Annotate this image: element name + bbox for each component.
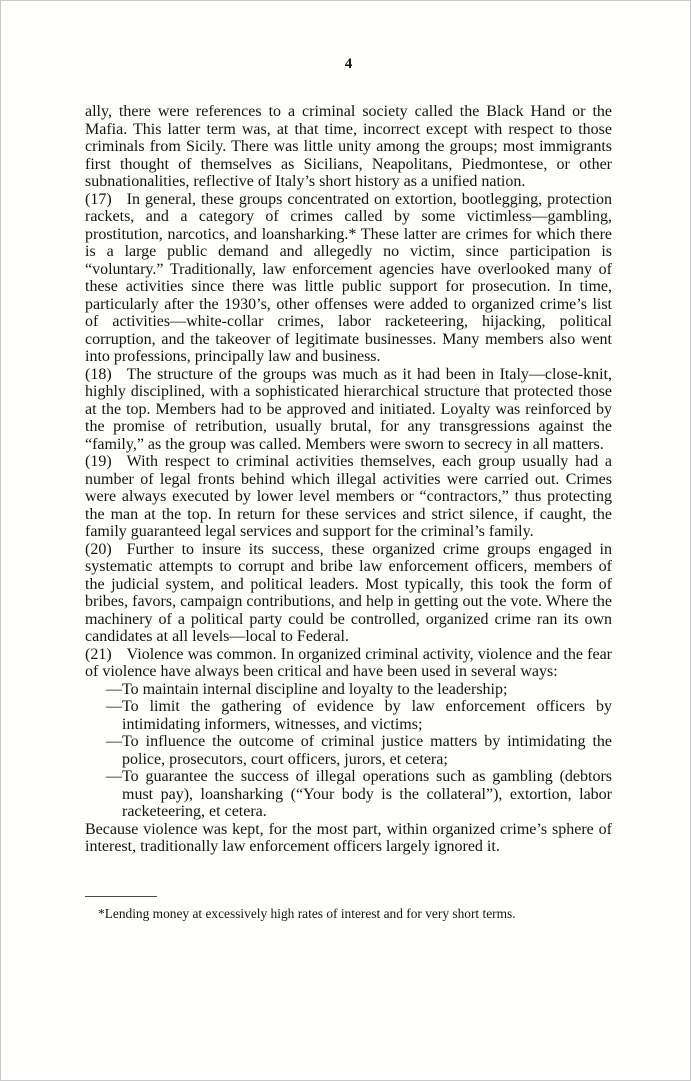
paragraph-19-number: (19) <box>85 453 112 470</box>
paragraph-18 <box>85 366 612 454</box>
page-number: 4 <box>344 56 353 72</box>
paragraph-21-text: Violence was common. In organized criminal activity, violence and the fear of violence have always been critical and have been used in several ways: <box>85 645 612 680</box>
paragraph-19-text: With respect to criminal activities themselves, each group usually had a number of legal fronts behind which illegal activities were carried out. Crimes were always executed by lower level members or “contractors,” thus protecting the man at the top. In return for these services and strict silence, if caught, the family guaranteed legal services and support for the criminal’s family. <box>85 453 612 540</box>
list-item: —To limit the gathering of evidence by law enforcement officers by intimidating informers, witnesses, and victims; <box>106 698 612 733</box>
paragraph-17-number: (17) <box>85 190 112 208</box>
paragraph-20-number: (20) <box>85 540 112 558</box>
footnote-text: *Lending money at excessively high rates of interest and for very short terms. <box>98 905 516 921</box>
paragraph-continuation: ally, there were references to a criminal society called the Black Hand or the Mafia. This latter term was, at that time, incorrect except with respect to those criminals from Sicily. There was little unity among the groups; most immigrants first thought of themselves as Sicilians, Neapolitans, Piedmontese, or other subnationalities, reflective of Italy’s short history as a unified nation. <box>85 103 612 190</box>
page-body <box>85 103 612 856</box>
violence-uses-list <box>85 681 612 821</box>
list-item: —To influence the outcome of criminal justice matters by intimidating the police, prosecutors, court officers, jurors, et cetera; <box>106 733 612 768</box>
footnote-section <box>85 896 612 921</box>
paragraph-20-text: Further to insure its success, these organized crime groups engaged in systematic attempts to corrupt and bribe law enforcement officers, members of the judicial system, and political leaders. Most typically, this took the form of bribes, favors, campaign contributions, and help in getting out the vote. Where the machinery of a political party could be controlled, organized crime ran its own candidates at all levels—local to Federal. <box>85 540 612 645</box>
paragraph-20 <box>85 541 612 646</box>
footnote-divider <box>85 896 157 897</box>
paragraph-closing: Because violence was kept, for the most part, within organized crime’s sphere of interest, traditionally law enforcement officers largely ignored it. <box>85 820 612 855</box>
paragraph-18-number: (18) <box>85 365 112 383</box>
paragraph-17 <box>85 191 612 366</box>
list-item: —To maintain internal discipline and loyalty to the leadership; <box>106 680 508 698</box>
paragraph-19 <box>85 453 612 541</box>
paragraph-17-text: In general, these groups concentrated on extortion, bootlegging, protection rackets, and a category of crimes called by some victimless—gambling, prostitution, narcotics, and loansharking.* These latter are crimes for which there is a large public demand and allegedly no victim, since participation is “voluntary.” Traditionally, law enforcement agencies have overlooked many of these activities since there was little public support for prosecution. In time, particularly after the 1930’s, other offenses were added to organized crime’s list of activities—white-collar crimes, labor racketeering, hijacking, political corruption, and the takeover of legitimate businesses. Many members also went into professions, principally law and business. <box>85 190 612 365</box>
paragraph-18-text: The structure of the groups was much as it had been in Italy—close-knit, highly disciplined, with a sophisticated hierarchical structure that protected those at the top. Members had to be approved and initiated. Loyalty was reinforced by the promise of retribution, usually brutal, for any transgressions against the “family,” as the group was called. Members were sworn to secrecy in all matters. <box>85 365 612 453</box>
list-item: —To guarantee the success of illegal operations such as gambling (debtors must pay), loansharking (“Your body is the collateral”), extortion, labor racketeering, et cetera. <box>106 768 612 820</box>
paragraph-21-number: (21) <box>85 645 112 663</box>
paragraph-21 <box>85 646 612 681</box>
